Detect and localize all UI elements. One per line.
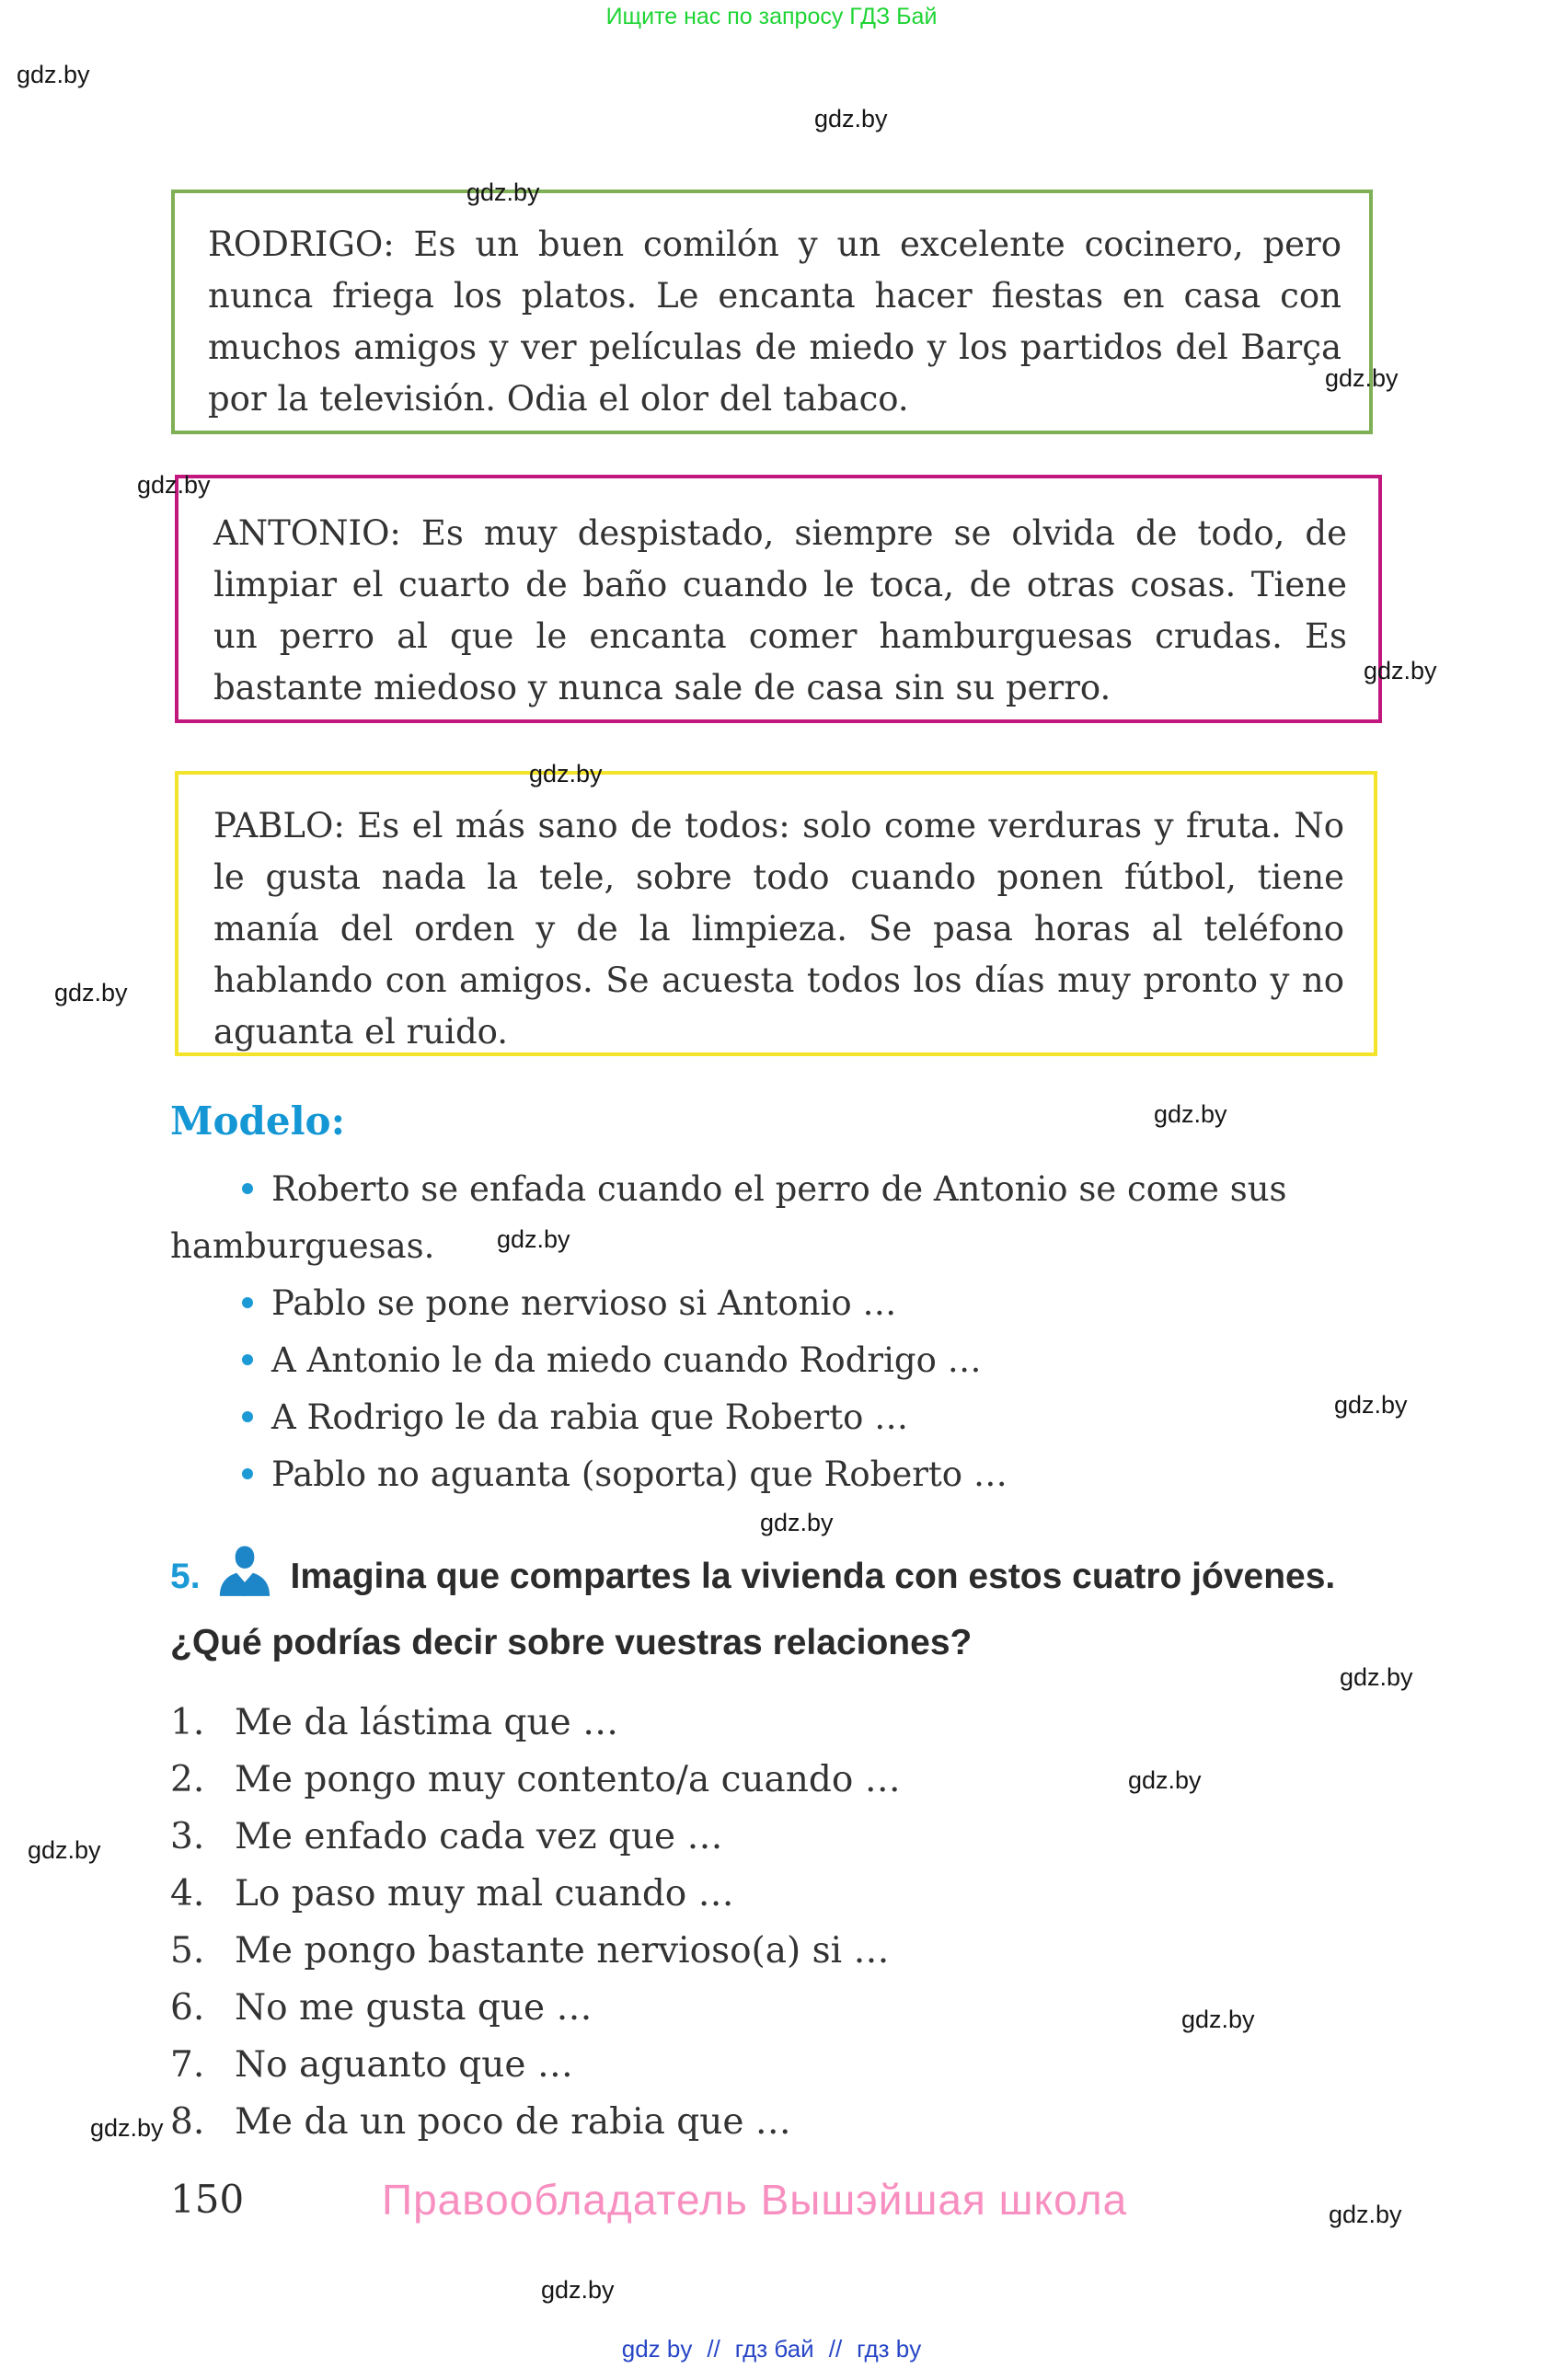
modelo-example: Roberto se enfada cuando el perro de Antonio se come sus hamburguesas. (170, 1169, 1287, 1266)
watermark: gdz.by (137, 471, 211, 499)
watermark: gdz.by (1340, 1663, 1413, 1691)
promo-banner: Ищите нас по запросу ГДЗ Бай (605, 4, 938, 29)
footer-link-gdz-bai[interactable]: гдз бай (734, 2335, 814, 2363)
list-item: 5. Me pongo bastante nervioso(a) si … (170, 1930, 890, 1972)
footer-link-gdz-by[interactable]: gdz by (621, 2335, 693, 2363)
watermark: gdz.by (1325, 364, 1399, 392)
watermark: gdz.by (760, 1509, 834, 1536)
exercise-prompt: Imagina que compartes la vivienda con estos cuatro jóvenes. ¿Qué podrías decir sobre vuestras relaciones? (170, 1557, 1336, 1662)
pablo-card: PABLO: Es el más sano de todos: solo come verduras y fruta. No le gusta nada la tele, sobre todo cuando ponen fútbol, tiene manía del orden y de la limpieza. Se pasa horas al teléfono hablando con amigos. Se acuesta todos los días muy pronto y no aguanta el ruido. (175, 771, 1377, 1056)
exercise-number: 5. (170, 1557, 201, 1596)
footer-link-gdz-by-2[interactable]: гдз by (857, 2335, 922, 2363)
bullet-dot-icon (242, 1354, 253, 1365)
watermark: gdz.by (529, 760, 603, 788)
watermark: gdz.by (541, 2276, 615, 2304)
link-separator: // (828, 2335, 843, 2363)
list-item: 6. No me gusta que … (170, 1987, 593, 2029)
watermark: gdz.by (1334, 1391, 1408, 1419)
footer-links (0, 2335, 1543, 2363)
watermark: gdz.by (28, 1836, 101, 1864)
bullet-dot-icon (242, 1411, 253, 1422)
bullet-dot-icon (242, 1297, 253, 1308)
modelo-example: A Antonio le da miedo cuando Rodrigo … (170, 1332, 1399, 1389)
list-item: 4. Lo paso muy mal cuando … (170, 1873, 734, 1914)
link-separator: // (707, 2335, 720, 2363)
watermark: gdz.by (90, 2114, 164, 2142)
rodrigo-card: RODRIGO: Es un buen comilón y un excelente cocinero, pero nunca friega los platos. Le encanta hacer fiestas en casa con muchos amigos y ver películas de miedo y los partidos del Barça por la televisión. Odia el olor del tabaco. (171, 190, 1373, 434)
copyright-notice: Правообладатель Вышэйшая школа (382, 2176, 1128, 2224)
person-icon (215, 1544, 274, 1616)
watermark: gdz.by (466, 178, 540, 206)
modelo-example: Pablo no aguanta (soporta) que Roberto … (170, 1446, 1399, 1503)
list-item: 3. Me enfado cada vez que … (170, 1816, 723, 1857)
bullet-dot-icon (242, 1468, 253, 1479)
modelo-heading: Modelo: (170, 1098, 346, 1144)
exercise-5-heading (170, 1544, 1399, 1670)
watermark: gdz.by (1329, 2201, 1402, 2228)
antonio-card: ANTONIO: Es muy despistado, siempre se olvida de todo, de limpiar el cuarto de baño cuando le toca, de otras cosas. Tiene un perro al que le encanta comer hamburguesas crudas. Es bastante miedoso y nunca sale de casa sin su perro. (175, 475, 1382, 723)
exercise-items (170, 1695, 1399, 2151)
modelo-example: Pablo se pone nervioso si Antonio … (170, 1275, 1399, 1332)
page-number: 150 (170, 2177, 245, 2222)
watermark: gdz.by (1364, 657, 1437, 684)
bullet-dot-icon (242, 1183, 253, 1194)
modelo-example: A Rodrigo le da rabia que Roberto … (170, 1389, 1399, 1446)
list-item: 8. Me da un poco de rabia que … (170, 2101, 791, 2143)
watermark: gdz.by (17, 61, 90, 88)
watermark: gdz.by (1128, 1766, 1202, 1794)
list-item: 2. Me pongo muy contento/a cuando … (170, 1759, 901, 1800)
watermark: gdz.by (497, 1225, 570, 1253)
watermark: gdz.by (1181, 2006, 1255, 2033)
list-item: 1. Me da lástima que … (170, 1702, 619, 1743)
watermark: gdz.by (54, 979, 128, 1006)
watermark: gdz.by (1154, 1100, 1227, 1128)
modelo-examples (170, 1161, 1399, 1503)
list-item: 7. No aguanto que … (170, 2044, 573, 2086)
watermark: gdz.by (814, 105, 888, 132)
